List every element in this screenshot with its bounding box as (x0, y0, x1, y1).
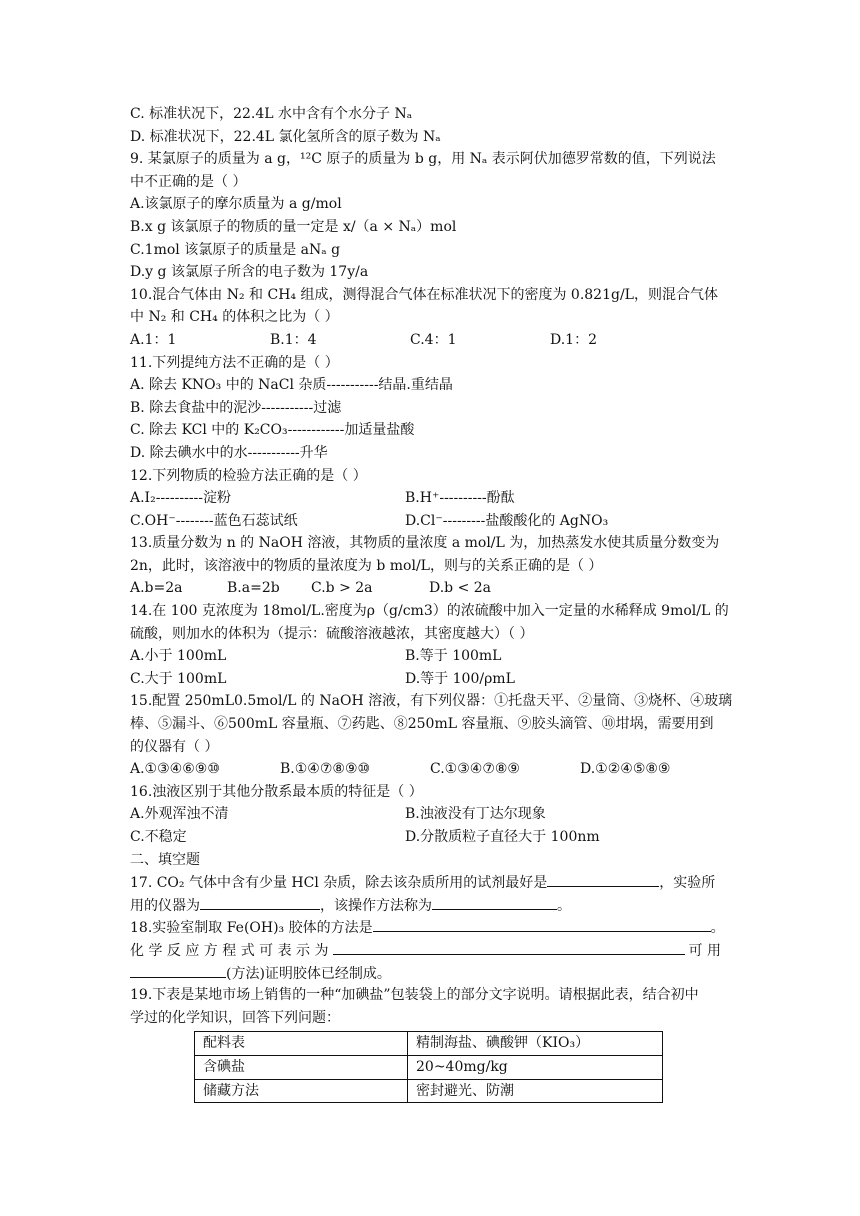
q18-line3 (130, 962, 740, 985)
q8-option-d: D. 标准状况下，22.4L 氯化氢所含的原子数为 Nₐ (130, 128, 441, 145)
q12-options-cd (130, 510, 740, 533)
table-cell-value: 20~40mg/kg (408, 1055, 663, 1079)
q10-option-c: C.4：1 (410, 331, 457, 348)
q9-stem-line1: 9. 某氯原子的质量为 a g，¹²C 原子的质量为 b g，用 Nₐ 表示阿伏加德罗常数的值，下列说法 (130, 151, 716, 168)
q10-option-d: D.1：2 (550, 331, 597, 348)
q16-option-b: B.浊液没有丁达尔现象 (405, 806, 546, 823)
q10-options (130, 329, 740, 352)
q18-blank-equation[interactable] (333, 939, 685, 955)
q17-text-1: 17. CO₂ 气体中含有少量 HCl 杂质，除去该杂质所用的试剂最好是 (130, 875, 548, 892)
q10-option-b: B.1：4 (270, 331, 317, 348)
q16-option-c: C.不稳定 (130, 829, 187, 845)
q14-option-a: A.小于 100mL (130, 648, 227, 665)
q10-option-a: A.1：1 (130, 331, 177, 348)
q13-stem-line1: 13.质量分数为 n 的 NaOH 溶液，其物质的量浓度 a mol/L 为，加热蒸发水使其质量分数变为 (130, 535, 720, 552)
q16-option-a: A.外观浑浊不清 (130, 806, 229, 823)
q13-option-c: C.b > 2a (311, 580, 373, 597)
q18-blank-method[interactable] (373, 916, 711, 932)
q9-stem-line2: 中不正确的是（ ） (130, 173, 247, 190)
q16-option-d: D.分散质粒子直径大于 100nm (405, 829, 600, 845)
q11-option-d: D. 除去碘水中的水-----------升华 (130, 444, 328, 461)
q10-stem-line2: 中 N₂ 和 CH₄ 的体积之比为（ ） (130, 309, 339, 326)
q18-text-3: 化 学 反 应 方 程 式 可 表 示 为 (130, 942, 329, 959)
q14-options-cd (130, 668, 740, 691)
table-cell-key: 含碘盐 (195, 1055, 408, 1079)
q12-option-b: B.H⁺----------酚酞 (405, 490, 515, 507)
q11-stem: 11.下列提纯方法不正确的是（ ） (130, 354, 339, 371)
q9-option-a: A.该氯原子的摩尔质量为 a g/mol (130, 196, 342, 213)
q16-stem: 16.浊液区别于其他分散系最本质的特征是（ ） (130, 783, 423, 800)
q9-option-d: D.y g 该氯原子所含的电子数为 17y/a (130, 264, 369, 281)
q12-option-a: A.I₂----------淀粉 (130, 490, 232, 507)
q18-line2 (130, 939, 740, 962)
q11-option-b: B. 除去食盐中的泥沙-----------过滤 (130, 399, 342, 416)
q15-option-c: C.①③④⑦⑧⑨ (430, 761, 520, 778)
q16-options-cd (130, 826, 740, 849)
q14-option-b: B.等于 100mL (405, 648, 502, 665)
q17-text-5: 。 (557, 897, 571, 914)
q18-text-1: 18.实验室制取 Fe(OH)₃ 胶体的方法是 (130, 920, 373, 937)
salt-label-table (194, 1031, 663, 1103)
q14-options-ab (130, 645, 740, 668)
q15-option-a: A.①③④⑥⑨⑩ (130, 761, 220, 778)
q12-options-ab (130, 487, 740, 510)
q15-option-b: B.①④⑦⑧⑨⑩ (280, 761, 371, 778)
q15-stem-line1: 15.配置 250mL0.5mol/L 的 NaOH 溶液，有下列仪器：①托盘天平、②量筒、③烧杯、④玻璃 (130, 693, 733, 710)
q15-stem-line2: 棒、⑤漏斗、⑥500mL 容量瓶、⑦药匙、⑧250mL 容量瓶、⑨胶头滴管、⑩坩埚，需要用到 (130, 716, 714, 733)
table-row (195, 1079, 663, 1103)
table-cell-key: 储藏方法 (195, 1079, 408, 1103)
q18-line1 (130, 916, 740, 939)
table-cell-value: 密封避光、防潮 (408, 1079, 663, 1103)
q17-text-2: ，实验所 (659, 875, 716, 892)
section-heading: 二、填空题 (130, 851, 200, 868)
q13-stem-line2: 2n，此时，该溶液中的物质的量浓度为 b mol/L，则与的关系正确的是（ ） (130, 557, 603, 574)
table-cell-key: 配料表 (195, 1032, 408, 1056)
q18-text-2: 。 (710, 920, 725, 937)
q12-stem: 12.下列物质的检验方法正确的是（ ） (130, 467, 367, 484)
page-content (130, 103, 740, 1103)
table-row (195, 1055, 663, 1079)
q15-option-d: D.①②④⑤⑧⑨ (580, 761, 671, 778)
q17-blank-method[interactable] (432, 894, 557, 910)
table-cell-value: 精制海盐、碘酸钾（KIO₃） (408, 1032, 663, 1056)
q14-stem-line1: 14.在 100 克浓度为 18mol/L.密度为ρ（g/cm3）的浓硫酸中加入一定量的水稀释成 9mol/L 的 (130, 603, 729, 620)
q16-options-ab (130, 803, 740, 826)
table-row (195, 1032, 663, 1056)
q17-blank-apparatus[interactable] (200, 894, 320, 910)
q15-stem-line3: 的仪器有（ ） (130, 738, 219, 755)
q14-option-d: D.等于 100/ρmL (405, 670, 515, 687)
q17-line2 (130, 894, 740, 917)
q19-stem-line1: 19.下表是某地市场上销售的一种“加碘盐”包装袋上的部分文字说明。请根据此表，结合初中 (130, 987, 699, 1004)
q18-text-4: 可 用 (688, 942, 721, 959)
q18-blank-verify[interactable] (130, 962, 226, 978)
q19-stem-line2: 学过的化学知识，回答下列问题： (130, 1009, 340, 1026)
q17-blank-reagent[interactable] (547, 871, 659, 887)
q17-text-4: ，该操作方法称为 (320, 897, 432, 914)
q9-option-c: C.1mol 该氯原子的质量是 aNₐ g (130, 241, 341, 258)
q10-stem-line1: 10.混合气体由 N₂ 和 CH₄ 组成，测得混合气体在标准状况下的密度为 0.821g/L，则混合气体 (130, 286, 718, 303)
q14-option-c: C.大于 100mL (130, 670, 227, 687)
q13-option-b: B.a=2b (227, 580, 280, 597)
q17-text-3: 用的仪器为 (130, 897, 200, 914)
q15-options (130, 758, 740, 781)
q11-option-a: A. 除去 KNO₃ 中的 NaCl 杂质-----------结晶.重结晶 (130, 377, 453, 394)
q14-stem-line2: 硫酸，则加水的体积为（提示：硫酸溶液越浓，其密度越大）（ ） (130, 625, 534, 642)
q18-text-5: (方法)证明胶体已经制成。 (226, 965, 391, 982)
q12-option-d: D.Cl⁻---------盐酸酸化的 AgNO₃ (405, 512, 609, 529)
q13-options (130, 577, 740, 600)
q17-line1 (130, 871, 740, 894)
q11-option-c: C. 除去 KCl 中的 K₂CO₃------------加适量盐酸 (130, 422, 415, 439)
q12-option-c: C.OH⁻--------蓝色石蕊试纸 (130, 512, 298, 529)
q13-option-a: A.b=2a (130, 580, 183, 597)
q9-option-b: B.x g 该氯原子的物质的量一定是 x/（a × Nₐ）mol (130, 218, 457, 235)
q13-option-d: D.b < 2a (429, 580, 492, 597)
q8-option-c: C. 标准状况下，22.4L 水中含有个水分子 Nₐ (130, 106, 413, 122)
